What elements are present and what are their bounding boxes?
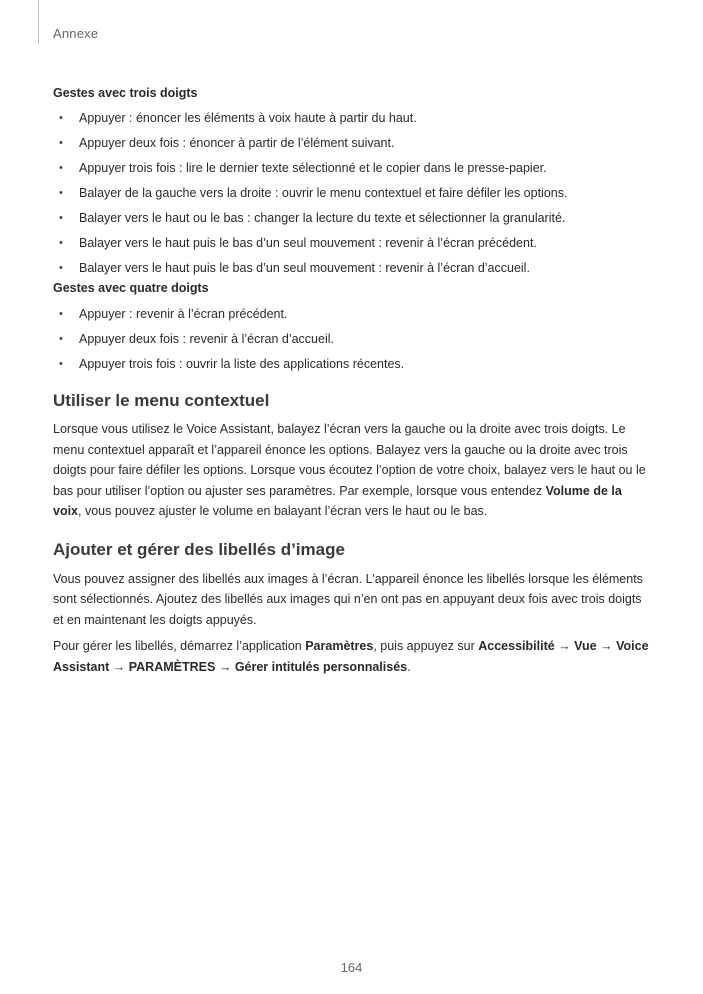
context-menu-title: Utiliser le menu contextuel (53, 391, 270, 410)
four-finger-heading: Gestes avec quatre doigts (53, 281, 209, 295)
bullet-icon: • (59, 212, 63, 224)
running-header: Annexe (53, 26, 99, 41)
three-finger-heading: Gestes avec trois doigts (53, 86, 198, 100)
settings-path-paragraph: Pour gérer les libellés, démarrez l’application Paramètres, puis appuyez sur Accessibilité → Vue → Voice Assistant → PARAMÈTRES → Gérer intitulés personnalisés. (53, 639, 649, 674)
bullet-icon: • (59, 308, 63, 320)
context-menu-paragraph: Lorsque vous utilisez le Voice Assistant, balayez l’écran vers la gauche ou la droite avec trois doigts. Le menu contextuel apparaît et l’appareil énonce les options. Balayez vers la gauche ou la droite avec trois doigts pour faire défiler les options. Lorsque vous écoutez l’option de votre choix, balayez vers le haut ou le bas pour utiliser l’option ou ajuster ses paramètres. Par exemple, lorsque vous entendez Volume de la voix, vous pouvez ajuster le volume en balayant l’écran vers le haut ou le bas. (53, 422, 646, 518)
image-labels-title: Ajouter et gérer des libellés d’image (53, 539, 345, 559)
three-finger-list (53, 109, 653, 277)
arrow-icon: → (600, 639, 613, 653)
volume-option-term: Volume de la voix (53, 483, 622, 518)
bullet-icon: • (59, 358, 63, 370)
list-item: • Appuyer trois fois : lire le dernier texte sélectionné et le copier dans le presse-papier. (59, 161, 547, 175)
bullet-icon: • (59, 112, 63, 124)
vision-term: Vue (574, 639, 597, 653)
list-item: • Appuyer deux fois : énoncer à partir de l’élément suivant. (59, 136, 395, 150)
list-item: • Appuyer : revenir à l’écran précédent. (59, 307, 288, 321)
four-finger-list (53, 305, 653, 373)
arrow-icon: → (558, 639, 571, 653)
bullet-icon: • (59, 262, 63, 274)
arrow-icon: → (218, 659, 232, 674)
bullet-icon: • (59, 162, 63, 174)
settings-app-term: Paramètres (305, 639, 374, 653)
page-number: 164 (340, 960, 363, 975)
image-labels-paragraph: Vous pouvez assigner des libellés aux images à l’écran. L’appareil énonce les libellés lorsque les éléments sont sélectionnés. Ajoutez des libellés aux images qui n’en ont pas en appuyant deux fois avec trois doigts et en maintenant les doigts appuyés. (53, 571, 643, 627)
list-item: • Balayer vers le haut puis le bas d’un seul mouvement : revenir à l’écran précédent. (59, 236, 537, 250)
bullet-icon: • (59, 333, 63, 345)
settings-term: PARAMÈTRES (128, 659, 216, 674)
list-item: • Appuyer trois fois : ouvrir la liste des applications récentes. (59, 357, 405, 371)
list-item: • Balayer vers le haut puis le bas d’un seul mouvement : revenir à l’écran d’accueil. (59, 261, 530, 275)
bullet-icon: • (59, 137, 63, 149)
list-item: • Balayer de la gauche vers la droite : ouvrir le menu contextuel et faire défiler les options. (59, 186, 568, 200)
header-rule (38, 0, 39, 44)
accessibility-term: Accessibilité (478, 639, 555, 653)
bullet-icon: • (59, 237, 63, 249)
arrow-icon: → (112, 659, 126, 674)
custom-labels-term: Gérer intitulés personnalisés (234, 659, 408, 674)
page-content (53, 84, 653, 677)
list-item: • Balayer vers le haut ou le bas : changer la lecture du texte et sélectionner la granularité. (59, 211, 566, 225)
bullet-icon: • (59, 187, 63, 199)
list-item: • Appuyer deux fois : revenir à l’écran d’accueil. (59, 332, 334, 346)
list-item: • Appuyer : énoncer les éléments à voix haute à partir du haut. (59, 111, 417, 125)
voice-assistant-term: Voice Assistant (53, 639, 649, 674)
